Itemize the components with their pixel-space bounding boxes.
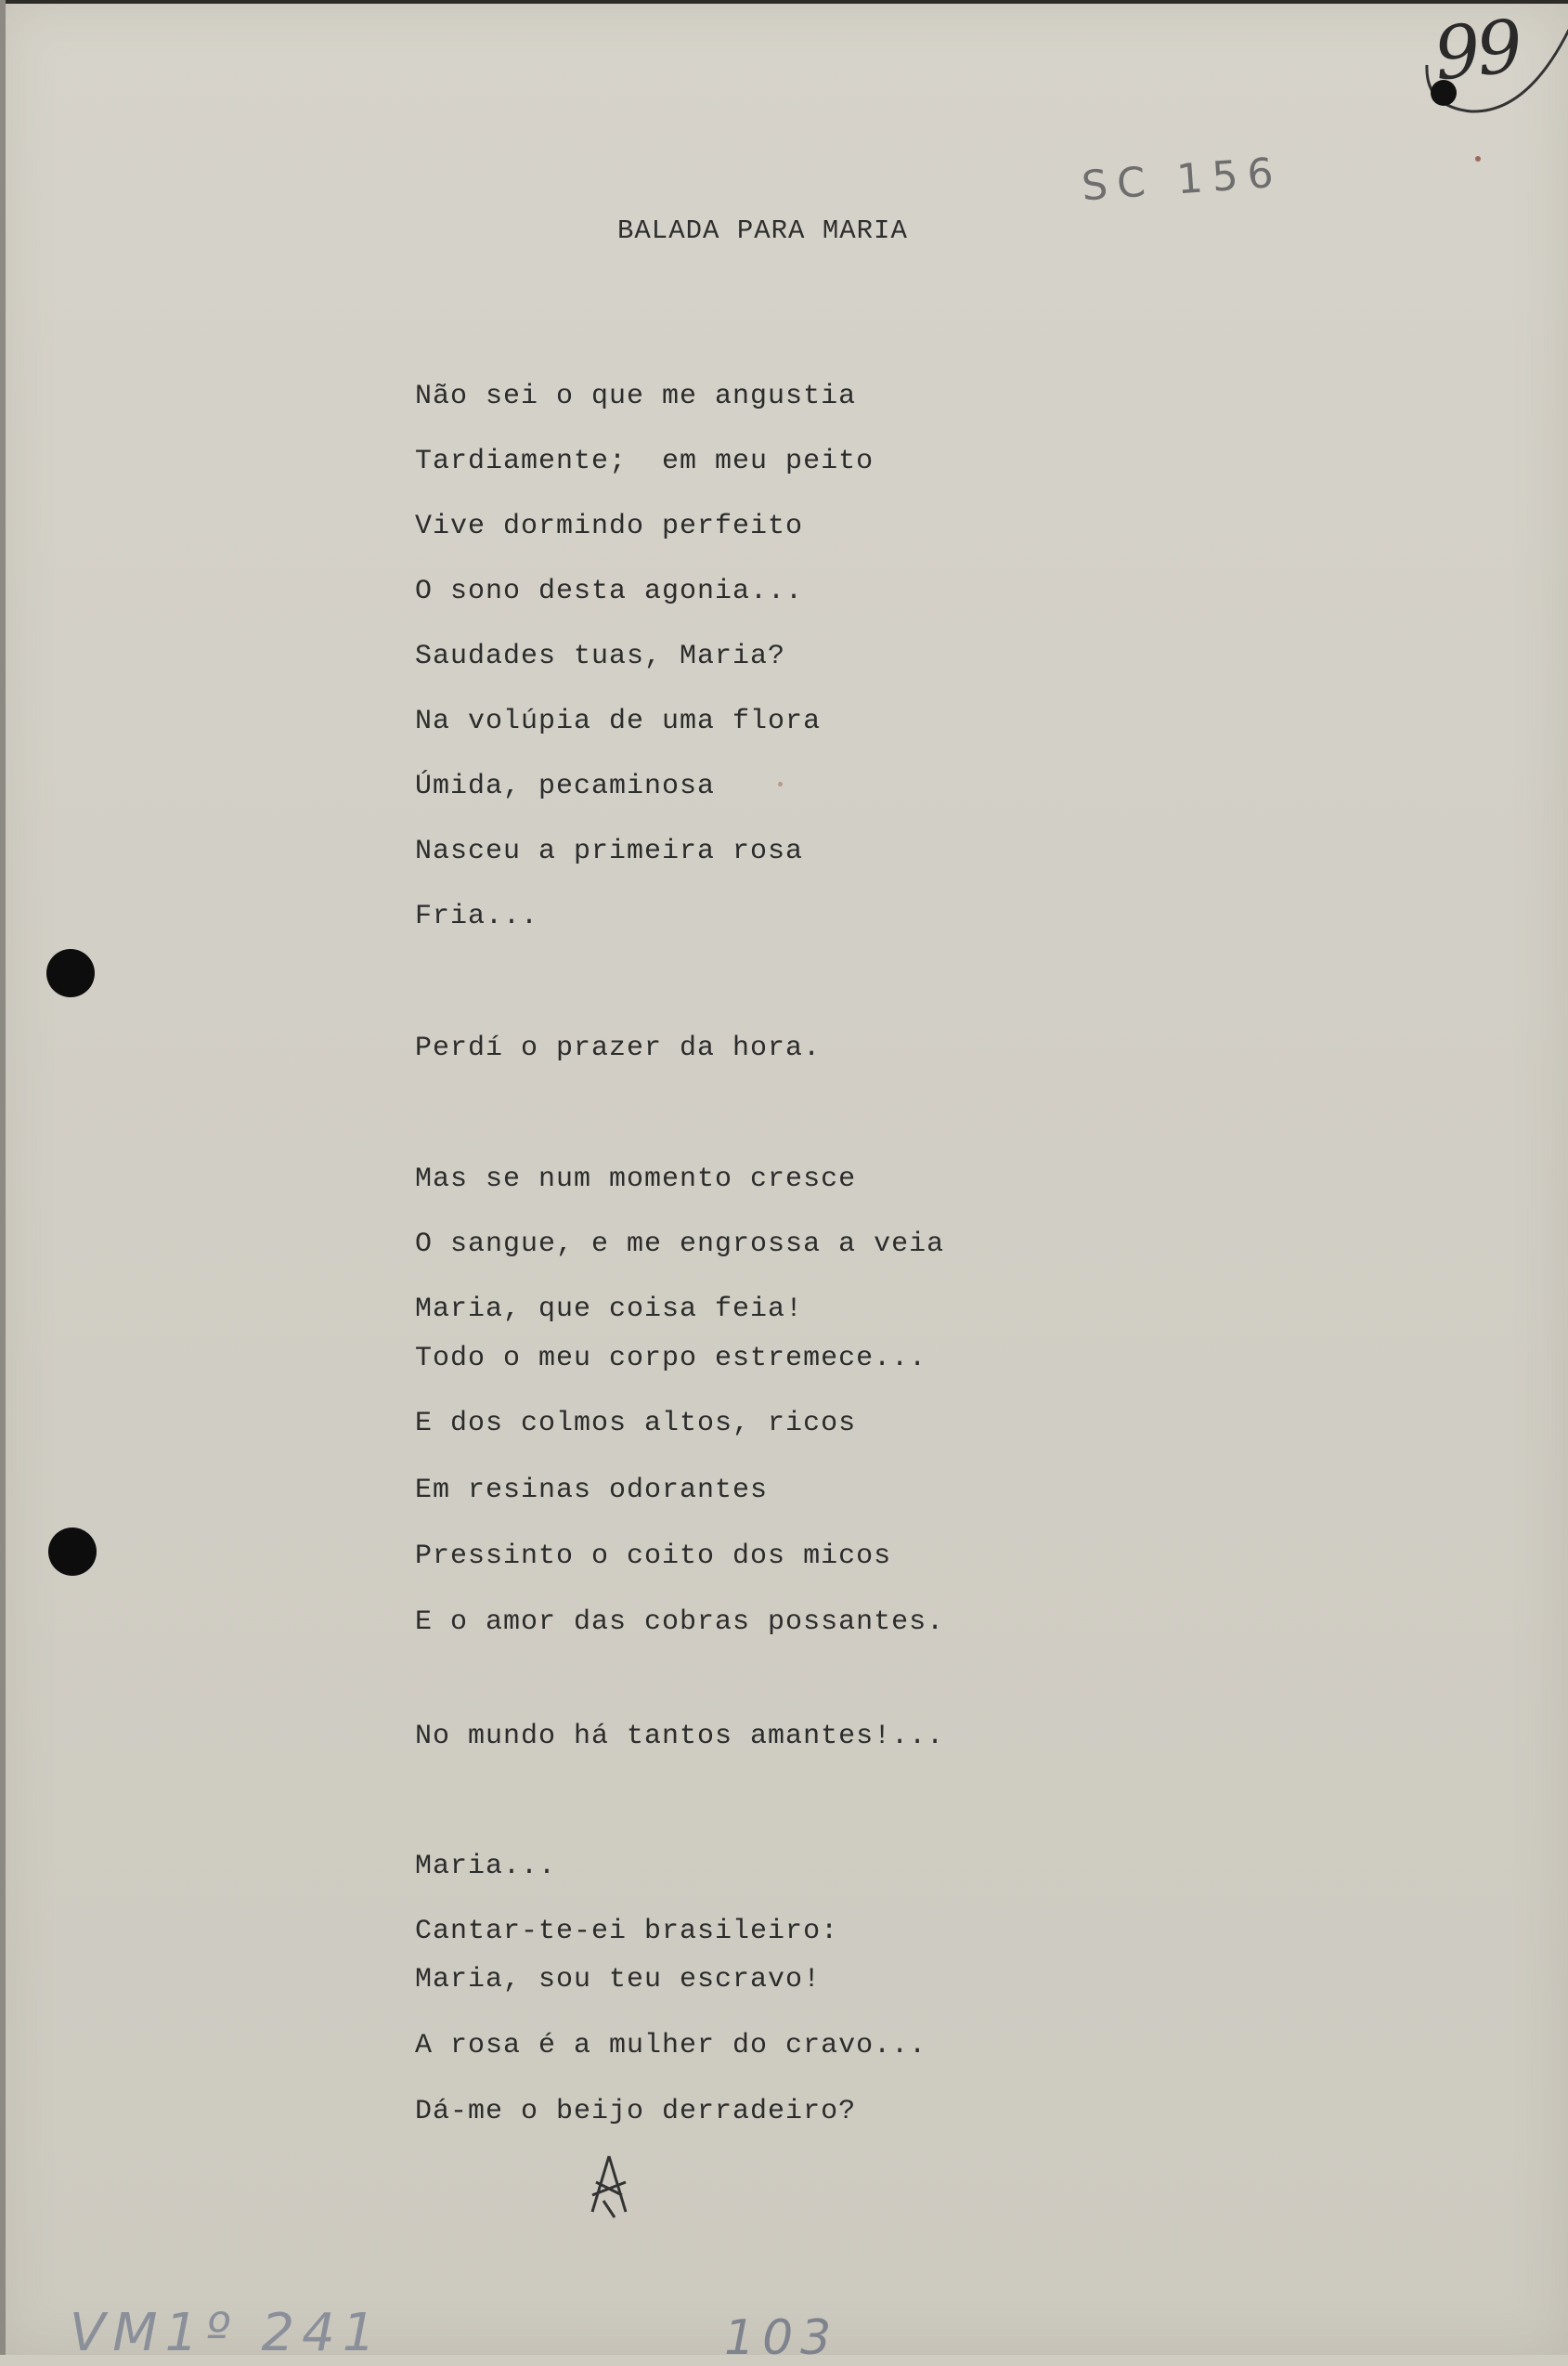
punch-hole [48, 1528, 97, 1576]
paper-speck [1475, 156, 1481, 162]
paper-speck [778, 782, 783, 786]
poem-line: Mas se num momento cresce [415, 1164, 857, 1195]
typed-monogram-mark [583, 2154, 635, 2219]
poem-line: E o amor das cobras possantes. [415, 1606, 945, 1638]
poem-line: Saudades tuas, Maria? [415, 641, 786, 672]
catalog-note: SC 156 [1080, 149, 1285, 211]
poem-line: No mundo há tantos amantes!... [415, 1721, 945, 1752]
poem-line: O sangue, e me engrossa a veia [415, 1228, 945, 1260]
poem-line: O sono desta agonia... [415, 576, 804, 607]
poem-line: Fria... [415, 901, 539, 932]
poem-line: Maria, que coisa feia! [415, 1294, 804, 1325]
top-edge-line [0, 0, 1568, 4]
poem-title: BALADA PARA MARIA [617, 215, 908, 246]
poem-line: Em resinas odorantes [415, 1475, 769, 1506]
poem-line: Maria... [415, 1851, 557, 1882]
poem-line: Pressinto o coito dos micos [415, 1540, 892, 1572]
punch-hole [46, 949, 95, 997]
archive-reference: VM1º 241 [70, 2303, 383, 2363]
poem-line: Nasceu a primeira rosa [415, 836, 804, 867]
poem-line: Úmida, pecaminosa [415, 771, 716, 802]
poem-line: A rosa é a mulher do cravo... [415, 2030, 927, 2061]
poem-line: Perdí o prazer da hora. [415, 1033, 822, 1064]
poem-line: Dá-me o beijo derradeiro? [415, 2096, 857, 2127]
poem-line: Não sei o que me angustia [415, 381, 857, 412]
poem-line: Maria, sou teu escravo! [415, 1964, 822, 1996]
poem-line: Na volúpia de uma flora [415, 706, 822, 737]
poem-line: Vive dormindo perfeito [415, 511, 804, 542]
poem-line: Cantar-te-ei brasileiro: [415, 1916, 839, 1947]
folio-number: 99 [1430, 5, 1523, 98]
poem-line: Todo o meu corpo estremece... [415, 1343, 927, 1374]
poem-line: Tardiamente; em meu peito [415, 446, 875, 477]
page-number: 103 [724, 2310, 839, 2366]
left-edge-shadow [0, 0, 6, 2355]
poem-line: E dos colmos altos, ricos [415, 1408, 857, 1439]
